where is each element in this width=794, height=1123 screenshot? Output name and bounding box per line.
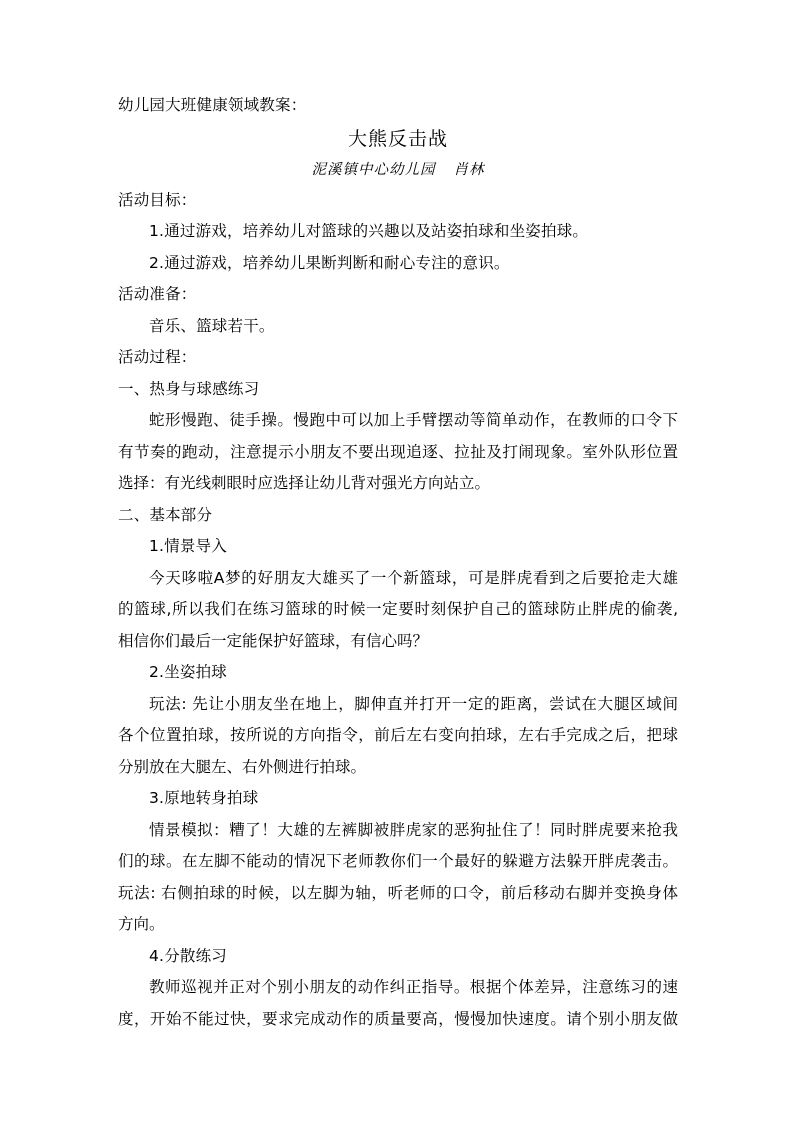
sub4-paragraph [118, 972, 678, 1035]
section2-heading: 二、基本部分 [118, 505, 213, 524]
sub1-paragraph [118, 563, 678, 658]
author-school: 泥溪镇中心幼儿园 [311, 161, 436, 178]
prep-heading: 活动准备： [118, 285, 197, 303]
document-page [118, 90, 678, 1035]
document-header: 幼儿园大班健康领域教案： [118, 96, 307, 114]
prep-text: 音乐、篮球若干。 [149, 316, 275, 335]
sub2-heading: 2.坐姿拍球 [149, 663, 227, 681]
paragraph-line: 选择：有光线刺眼时应选择让幼儿背对强光方向站立。 [118, 474, 491, 492]
goal-item: 2.通过游戏，培养幼儿果断判断和耐心专注的意识。 [149, 253, 510, 272]
author-name: 肖林 [453, 161, 485, 178]
paragraph-line: 情景模拟：糟了！大雄的左裤脚被胖虎家的恶狗扯住了！同时胖虎要来抢我 [149, 820, 678, 839]
paragraph-line: 各个位置拍球，按所说的方向指令，前后左右变向拍球，左右手完成之后，把球 [118, 726, 678, 744]
paragraph-line: 相信你们最后一定能保护好篮球，有信心吗？ [118, 631, 429, 650]
author-line [118, 155, 678, 185]
paragraph-line: 玩法: 先让小朋友坐在地上，脚伸直并打开一定的距离，尝试在大腿区域间 [149, 694, 678, 713]
paragraph-line: 有节奏的跑动，注意提示小朋友不要出现追逐、拉扯及打闹现象。室外队形位置 [118, 442, 678, 461]
goals-heading: 活动目标： [118, 190, 197, 209]
paragraph-line: 的篮球,所以我们在练习篮球的时候一定要时刻保护自己的篮球防止胖虎的偷袭, [118, 600, 678, 618]
paragraph-line: 玩法: 右侧拍球的时候，以左脚为轴，听老师的口令，前后移动右脚并变换身体 [118, 883, 678, 902]
sub2-paragraph [118, 689, 678, 784]
paragraph-line: 今天哆啦A梦的好朋友大雄买了一个新篮球，可是胖虎看到之后要抢走大雄 [149, 568, 678, 587]
section1-paragraph [118, 405, 678, 500]
section1-heading: 一、热身与球感练习 [118, 379, 260, 398]
paragraph-line: 教师巡视并正对个别小朋友的动作纠正指导。根据个体差异，注意练习的速 [149, 978, 678, 996]
goal-item: 1.通过游戏，培养幼儿对篮球的兴趣以及站姿拍球和坐姿拍球。 [149, 222, 589, 240]
paragraph-line: 度，开始不能过快，要求完成动作的质量要高，慢慢加快速度。请个别小朋友做 [118, 1009, 678, 1028]
sub1-heading: 1.情景导入 [149, 537, 227, 555]
paragraph-line: 蛇形慢跑、徒手操。慢跑中可以加上手臂摆动等简单动作，在教师的口令下 [149, 411, 678, 429]
paragraph-line: 方向。 [118, 915, 165, 933]
sub4-heading: 4.分散练习 [149, 946, 227, 965]
sub3-heading: 3.原地转身拍球 [149, 789, 259, 807]
process-heading: 活动过程： [118, 348, 197, 366]
paragraph-line: 们的球。在左脚不能动的情况下老师教你们一个最好的躲避方法躲开胖虎袭击。 [118, 852, 678, 870]
sub3-paragraph [118, 815, 678, 941]
paragraph-line: 分别放在大腿左、右外侧进行拍球。 [118, 757, 367, 776]
document-title: 大熊反击战 [347, 127, 448, 150]
